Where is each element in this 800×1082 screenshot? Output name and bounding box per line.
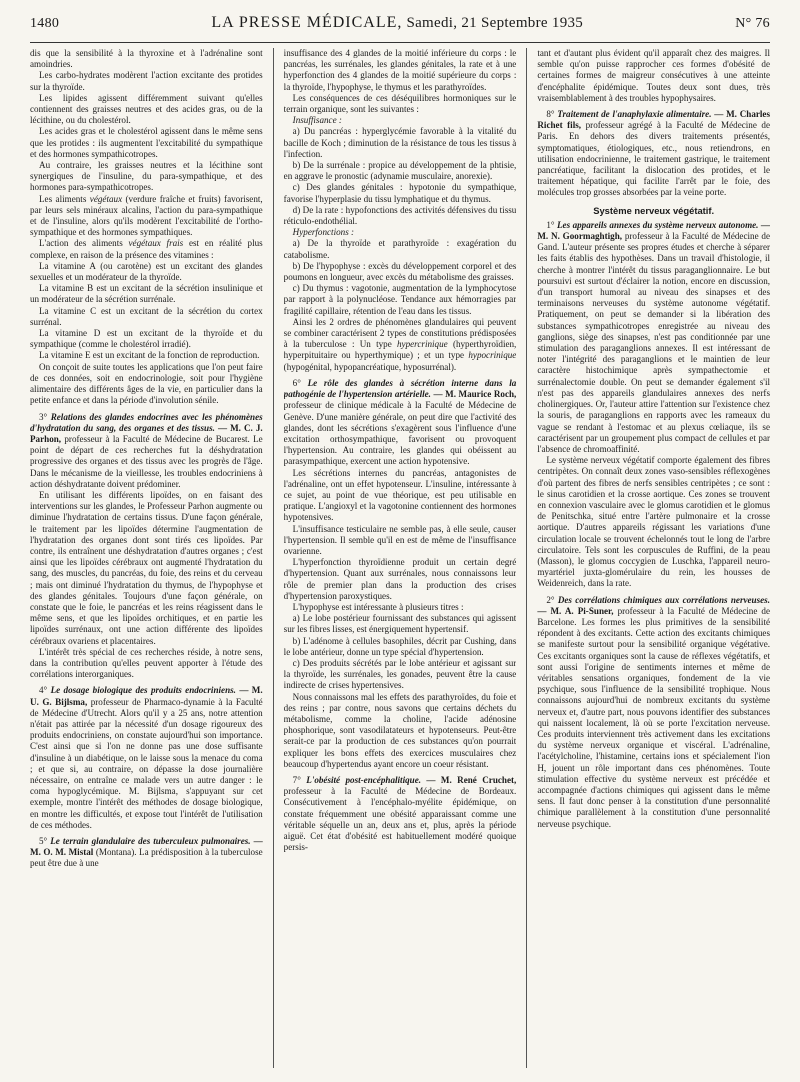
paragraph: Nous connaissons mal les effets des parathyroïdes, du foie et des reins ; par contre, nous savons que certains déchets du métabolisme, comme la choline, l'acide adénosine phosphorique, sont vasodilatateurs et hypotenseurs. Peut-être serait-ce par la production de ces substances qu'on pourrait expliquer les bons effets des exercices musculaires chez beaucoup d'hypertendus ayant encore un coeur résistant. xyxy=(283,691,517,769)
item-author: — M. Charles Richet fils, xyxy=(537,109,770,131)
item-text: professeur à la Faculté de Médecine de Bucarest. Le point de départ de ces recherches fut la déshydratation progressive des organes et des tissus avec les progrès de l'âge. Dans le mécanisme de la vieillesse, les troubles endocriniens à action déshydratante doivent prédominer. xyxy=(30,433,263,489)
paragraph: Les sécrétions internes du pancréas, antagonistes de l'adrénaline, ont un effet hypotenseur. L'insuline, intéressante à ce sujet, au point de vue théorique, est peu utilisable en pratique. L'angioxyl et la vagotonine contiennent des hormones hypotensives. xyxy=(283,467,517,523)
item-number: 5° xyxy=(39,836,51,847)
paragraph: On conçoit de suite toutes les applications que l'on peut faire de ces données, soit en endocrinologie, soit pour l'hygiène alimentaire des différents âges de la vie, en particulier dans la petite enfance et dans la période d'involution sénile. xyxy=(30,361,263,406)
text-run: L'action des aliments xyxy=(39,238,129,249)
header-rule xyxy=(30,42,770,43)
paragraph: La vitamine A (ou carotène) est un excitant des glandes sexuelles et un modérateur de la thyroïde. xyxy=(30,260,263,283)
column-1 xyxy=(30,48,263,1068)
column-divider xyxy=(273,48,274,1068)
column-3 xyxy=(537,48,770,1068)
page-header xyxy=(30,14,770,36)
report-item-8 xyxy=(537,109,770,199)
item-author: — M. René Cruchet, xyxy=(421,775,517,785)
page-number: 1480 xyxy=(30,16,60,31)
list-item: c) Des produits sécrétés par le lobe antérieur et agissant sur la thyroïde, les surrénales, les gonades, peuvent être la cause indirecte de crises hypertensives. xyxy=(283,657,517,691)
paragraph: L'hyperfonction thyroïdienne produit un certain degré d'hypertension. Quant aux surrénales, nous connaissons leur rôle de premier plan dans la production des crises d'hypertension paroxystiques. xyxy=(283,557,517,601)
paragraph: dis que la sensibilité à la thyroxine et à l'adrénaline sont amoindries. xyxy=(30,48,263,70)
paragraph xyxy=(284,317,517,373)
paragraph: Les carbo-hydrates modèrent l'action excitante des protides sur la thyroïde. xyxy=(30,70,263,92)
item-author: — M. U. G. Bijlsma, xyxy=(30,685,263,707)
item-text: professeur à la Faculté de Médecine de Barcelone. Les formes les plus primitives de la sensibilité répondent à des excitants. Cette action des excitants chimiques se manifeste surtout pour la sensibilité organique végétative. Ces excitants organiques sont la cause de réflexes végétatifs, et sont aussi l'origine de sentiments internes et même de véritables sensations organiques, fondement de la vie psychique, sous l'influence de la sensibilité trophique. Nous connaissons aujourd'hui de nombreux excitants du système nerveux et, d'autre part, nous pouvons identifier des substances qui naissent localement, là où se porte l'excitation nerveuse. Ces produits interviennent très activement dans les excitations du système nerveux organique et viscéral. L'adrénaline, l'acétylcholine, l'histamine, certains ions et spécialement l'ion H, jouent un rôle important dans ces phénomènes. Toute stimulation effective du système nerveux est précédée et accompagnée d'actions chimiques qui agissent dans le même sens. Il faut donc penser à la constitution d'une personnalité chimique parallèlement à la constitution d'une personnalité nerveuse psychique. xyxy=(537,605,770,829)
item-title: L'obésité post-encéphalitique. xyxy=(306,775,422,785)
item-number: 1° xyxy=(546,219,557,230)
list-item: c) Des glandes génitales : hypotonie du sympathique, favorise l'hyperplasie du tissu lymphatique et du thymus. xyxy=(283,182,517,204)
list-item: a) Du pancréas : hyperglycémie favorable à la vitalité du bacille de Koch ; diminution de la résistance de tous les tissus à l'infection. xyxy=(283,126,517,159)
italic-term: hypercrinique xyxy=(397,339,448,350)
masthead xyxy=(211,14,583,32)
paragraph: L'insuffisance testiculaire ne semble pas, à elle seule, causer l'hypertension. Il semble qu'il en est de même de l'insuffisance ovarienne. xyxy=(283,523,517,556)
paragraph: Le système nerveux végétatif comporte également des fibres centripètes. On connaît deux zones vaso-sensibles réflexogènes d'où partent des fibres de nerfs sensibles centripètes ; ce sont : le sinus carotidien et la crosse aortique. Ces zones se trouvent en connexion vasculaire avec le glomus carotidien et le glomus de Penitschka, situé entre l'artère pulmonaire et la crosse aortique. D'autres appareils régissant les variations d'une circulation locale se trouvent échelonnés tout le long de l'arbre circulatoire. Tels sont les corpuscules de Ruffini, de la peau (Masson), le glomus coccygien de Luschka, l'appareil neuro-myartériel juxta-glomérulaire du rein, les housses de Weidenreich, dans la rate. xyxy=(537,455,770,589)
item-title: Le rôle des glandes à sécrétion interne dans la pathogénie de l'hypertension artérielle. xyxy=(283,377,517,400)
text-run: est en réalité plus complexe, en raison de la présence des vitamines : xyxy=(30,238,263,260)
text-run: Les aliments xyxy=(39,193,90,204)
report-item-vegetatif-1 xyxy=(537,220,770,455)
issue-number: N° 76 xyxy=(735,16,770,31)
item-title: Relations des glandes endocrines avec les phénomènes d'hydratation du sang, des organes et des tissus. xyxy=(30,411,263,433)
italic-term: hypocrinique xyxy=(468,350,517,361)
item-author: — M. N. Goormaghtigh, xyxy=(537,219,770,242)
italic-term: végétaux frais xyxy=(128,238,184,249)
list-item: a) Le lobe postérieur fournissant des substances qui agissent sur les fibres lisses, est énergiquement hypertensif. xyxy=(283,613,517,635)
list-item: b) De l'hypophyse : excès du développement corporel et des poumons en longueur, avec excès du métabolisme des graisses. xyxy=(283,260,517,283)
journal-title: LA PRESSE MÉDICALE, xyxy=(211,14,403,31)
list-item: d) De la rate : hypofonctions des activités défensives du tissu réticulo-endothélial. xyxy=(283,204,517,227)
paragraph: L'intérêt très spécial de ces recherches réside, à notre sens, dans la contribution qu'elles peuvent apporter à l'étude des corrélations interorganiques. xyxy=(30,646,263,680)
item-text: professeur à la Faculté de Médecine de Bordeaux. Consécutivement à l'encéphalo-myélite épidémique, on constate fréquemment une obésité apparaissant comme une véritable séquelle un an, deux ans et, plus, après la période aiguë. Cet état d'obésité est habituellement modéré quoique persis- xyxy=(283,786,517,853)
text-run: (hyperthyroïdien, hyperpituitaire ou hyperthymique) ; et un type xyxy=(283,339,517,361)
item-number: 7° xyxy=(292,775,307,785)
item-number: 8° xyxy=(546,109,558,120)
item-title: Les appareils annexes du système nerveux autonome. xyxy=(557,219,759,230)
item-title: Le dosage biologique des produits endocriniens. xyxy=(50,685,236,696)
report-item-3 xyxy=(30,412,263,490)
item-text: (Montana). La prédisposition à la tuberculose peut être due à une xyxy=(30,847,263,869)
list-item: b) De la surrénale : propice au développement de la phtisie, en aggrave le pronostic (adynamie musculaire, anorexie). xyxy=(283,160,517,182)
paragraph: tant et d'autant plus évident qu'il apparaît chez des maigres. Il semble qu'on puisse rapprocher ces formes d'obésité de certaines formes de maigreur consécutives à une atteinte d'encéphalite épidémique. Toutes deux sont dues, très vraisemblablement à des troubles hypophysaires. xyxy=(537,48,770,103)
item-text: professeur agrégé à la Faculté de Médecine de Paris. En dehors des divers traitements présentés, symptomatiques, étiologiques, etc., nous retiendrons, en utilisation endocrinienne, le traitement gastrique, le traitement pancréatique, facilitant la dislocation des protides, et le traitement hépatique, qui facilite l'arrêt par le foie, des molécules trop grosses absorbées par la veine porte. xyxy=(537,120,770,198)
item-author: — M. A. Pi-Suner, xyxy=(537,605,614,616)
paragraph: La vitamine C est un excitant de la sécrétion du cortex surrénal. xyxy=(30,305,263,327)
item-number: 3° xyxy=(39,411,51,422)
paragraph: La vitamine D est un excitant de la thyroïde et du sympathique (comme le cholestérol irradié). xyxy=(30,328,263,350)
subheading: Insuffisance : xyxy=(292,115,342,126)
item-text: professeur à la Faculté de Médecine de Gand. L'auteur présente ses propres études et cherche à séparer les faits établis des hypothèses. Dans un travail d'histologie, il cherche à montrer l'intérêt du tissus paraganglionnaire. Le but poursuivi est surtout d'éclairer la notion, encore en discussion, d'un transport humoral au niveau des sinapses et des terminaisons nerveuses du système autonome végétatif. Pratiquement, on peut se demander si la libération des substances sympathicotropes enregistrée au niveau des ganglions, siège des sinapses, n'est pas conditionnée par une stimulation des paraganglions annexes. Il est intéressant de noter l'intégrité des paraganglions et le maintien de leur caractère histochimique après sympathectomie et surrénalectomie double. On peut se demander également s'il n'est pas des appareils glandulaires annexes des nerfs cholinergiques. Or, l'auteur attire l'attention sur l'existence chez la souris, de paraganglions en rapports avec les rameaux du vague se rendant à l'estomac et au plexus cœliaque, ils se caractérisent par un groupement plus compact de cellules et par l'absence de chromoaffinité. xyxy=(537,231,770,454)
item-number: 4° xyxy=(39,685,51,696)
text-run: (verdure fraîche et fruits) favorisent, par leurs sels minéraux alcalins, l'action du para-sympathique et de l'insuline, alors qu'ils modèrent l'excitabilité de l'ortho-sympathique et des hormones sympathiques. xyxy=(30,193,263,238)
item-author: — M. O. M. Mistal xyxy=(30,836,263,858)
column-divider xyxy=(526,48,527,1068)
paragraph: Les conséquences de ces déséquilibres hormoniques sur le terrain organique, sont les suivantes : xyxy=(283,92,517,115)
column-2 xyxy=(284,48,517,1068)
paragraph: La vitamine E est un excitant de la fonction de reproduction. xyxy=(39,350,260,361)
report-item-7 xyxy=(284,775,517,853)
paragraph: Les lipides agissent différemment suivant qu'elles contiennent des graisses neutres et des acides gras, ou de la lécithine, ou du cholestérol. xyxy=(30,92,263,126)
paragraph: Au contraire, les graisses neutres et la lécithine sont synergiques de l'insuline, du para-sympathique, et des hormones para-sympathicotropes. xyxy=(30,160,263,193)
item-title: Le terrain glandulaire des tuberculeux pulmonaires. xyxy=(50,836,251,847)
text-run: Ainsi les 2 ordres de phénomènes glandulaires qui peuvent se combiner caractérisent 2 types de constitutions prédisposées à la tuberculose : Un type xyxy=(283,316,517,350)
list-item: b) L'adénome à cellules basophiles, décrit par Cushing, dans le lobe antérieur, donne un type spécial d'hypertension. xyxy=(283,635,517,657)
italic-term: végétaux xyxy=(89,193,123,204)
issue-date: Samedi, 21 Septembre 1935 xyxy=(406,15,584,31)
report-item-4 xyxy=(30,685,263,831)
list-item: a) De la thyroïde et parathyroïde : exagération du catabolisme. xyxy=(283,238,517,260)
item-text: professeur de Pharmaco-dynamie à la Faculté de Médecine d'Utrecht. Alors qu'il y a 25 ans, notre attention n'était pas attirée par la nécessité d'un dosage rigoureux des produits endocriniens, on constate aujourd'hui son importance. C'est ainsi que si l'on ne donne pas une dose suffisante d'insuline à un diabétique, on le laisse sous la menace du coma ; et que si, au contraire, on dépasse la dose journalière nécessaire, on entraîne ce malade vers un autre danger : le coma hypoglycémique. M. Bijlsma, s'appuyant sur cet exemple, montre l'intérêt des méthodes de dosage biologique, en montre les difficultés, et expose tout l'intérêt de l'utilisation de ces méthodes. xyxy=(30,696,263,830)
item-number: 2° xyxy=(546,594,558,605)
paragraph xyxy=(30,194,263,239)
report-item-6 xyxy=(284,378,517,468)
item-title: Traitement de l'anaphylaxie alimentaire. xyxy=(557,109,712,120)
paragraph: En utilisant les différents lipoïdes, on en faisant des interventions sur les glandes, le Professeur Parhon augmente ou diminue l'hydratation de certains tissus. D'une façon générale, le traitement par les lipoïdes détermine l'augmentation de l'hydratation des organes dont sont tirés ces lipoïdes. Par contre, ils entraînent une déshydratation d'autres organes ; c'est ainsi que les lipoïdes cérébraux ont augmenté l'hydratation du sang, des muscles, du pancréas, du foie, des reins et du cerveau ; mais ont diminué l'hydratation du thymus, de l'hypophyse et des glandes génitales. Toujours d'une façon générale, on constate que le foie, le pancréas et les reins réagissent dans le même sens, et que les lipoïdes orchitiques, et en partie les lipoïdes surrénaux, ont une action différente des lipoïdes cérébraux ovariens et placentaires. xyxy=(30,489,263,646)
item-number: 6° xyxy=(292,377,308,388)
article-columns xyxy=(30,48,770,1068)
text-run: (hypogénital, hypopancréatique, hyposurrénal). xyxy=(283,361,457,372)
report-item-5 xyxy=(30,836,263,870)
section-heading: Système nerveux végétatif. xyxy=(593,204,715,216)
item-author: — M. C. J. Parhon, xyxy=(30,422,263,444)
subheading: Hyperfonctions : xyxy=(292,227,355,238)
paragraph xyxy=(30,238,263,260)
paragraph: L'hypophyse est intéressante à plusieurs titres : xyxy=(292,601,464,612)
report-item-vegetatif-2 xyxy=(537,595,770,830)
paragraph: Les acides gras et le cholestérol agissent dans le même sens que les protides : ils augmentent l'excitabilité du sympathique et des hormones sympathicotropes. xyxy=(30,126,263,159)
item-text: professeur de clinique médicale à la Faculté de Médecine de Genève. D'une manière générale, on peut dire que l'activité des glandes, dont les sécrétions s'exagèrent sous l'influence d'une excitation orthosympathique, favorisent ou provoquent l'hypertension. Au contraire, les glandes qui obéissent au parasympathique, exercent une action hypotensive. xyxy=(283,400,517,467)
item-author: — M. Maurice Roch, xyxy=(430,389,517,400)
list-item: c) Du thymus : vagotonie, augmentation de la lymphocytose par rapport à la polynucléose. Tendance aux hémorragies par fragilité capillaire, rétention de l'eau dans les tissus. xyxy=(283,283,517,316)
paragraph: insuffisance des 4 glandes de la moitié inférieure du corps : le pancréas, les surrénales, les glandes génitales, la rate et à une hyperfonction des 4 glandes de la moitié supérieure du corps : la thyroïde, l'hypophyse, le thymus et les parathyroïdes. xyxy=(283,48,517,92)
item-title: Des corrélations chimiques aux corrélations nerveuses. xyxy=(557,594,770,605)
paragraph: La vitamine B est un excitant de la sécrétion insulinique et un modérateur de la sécrétion surrénale. xyxy=(30,283,263,305)
